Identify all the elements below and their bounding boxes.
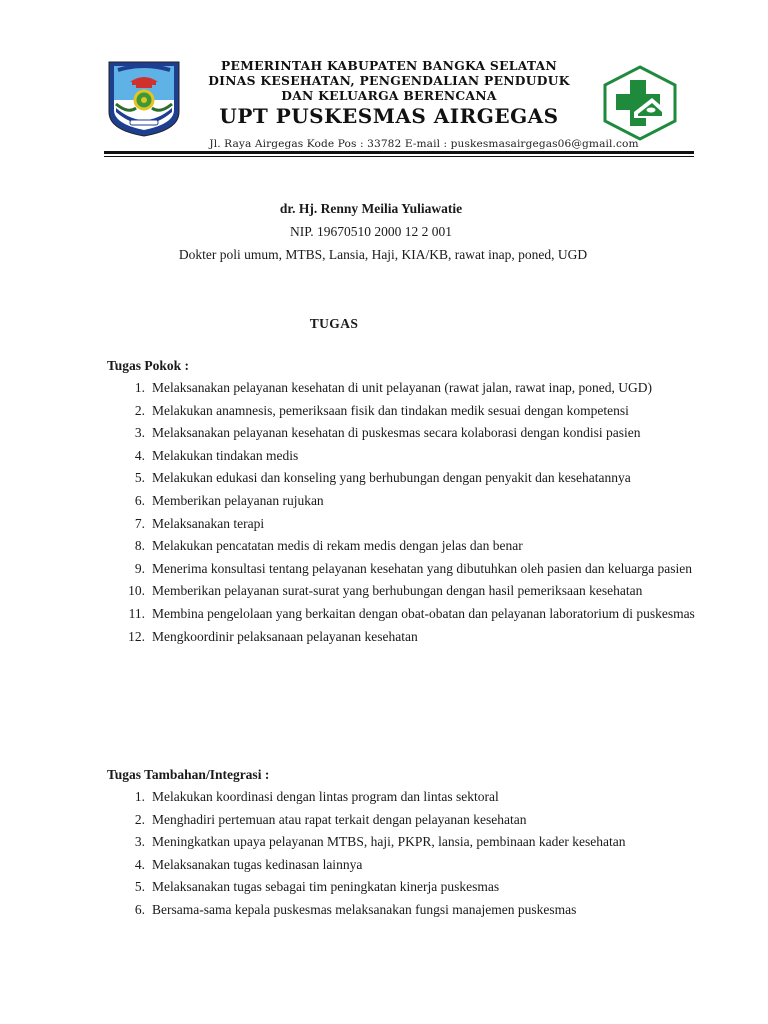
letterhead-agency-line: DINAS KESEHATAN, PENGENDALIAN PENDUDUK (208, 73, 570, 88)
puskesmas-logo-icon (600, 64, 680, 142)
list-text: Memberikan pelayanan rujukan (152, 492, 324, 508)
tugas-tambahan-list (107, 786, 697, 922)
list-item (107, 558, 697, 581)
tugas-pokok-list (107, 377, 697, 648)
list-item (107, 809, 697, 832)
list-item (107, 377, 697, 400)
document-title-text: TUGAS (309, 316, 359, 331)
letterhead-text (184, 58, 594, 130)
list-text: Melaksanakan pelayanan kesehatan di puskesmas secara kolaborasi dengan kondisi pasien (152, 425, 641, 441)
list-item (107, 580, 697, 603)
list-text: Melaksanakan pelayanan kesehatan di unit pelayanan (rawat jalan, rawat inap, poned, UGD) (152, 380, 653, 395)
list-text: Melakukan pencatatan medis di rekam medis dengan jelas dan benar (152, 538, 523, 554)
list-number: 11. (128, 605, 145, 621)
document-title (0, 316, 768, 332)
list-item (107, 467, 697, 490)
letterhead-divider-thick (104, 151, 694, 154)
list-number: 1. (134, 380, 145, 395)
list-item (107, 445, 697, 468)
list-number: 7. (134, 515, 145, 531)
person-name-text: dr. Hj. Renny Meilia Yuliawatie (279, 201, 463, 216)
list-text: Meningkatkan upaya pelayanan MTBS, haji, PKPR, lansia, pembinaan kader kesehatan (152, 834, 626, 850)
tugas-tambahan-heading: Tugas Tambahan/Integrasi : (107, 767, 270, 782)
letterhead-address: Jl. Raya Airgegas Kode Pos : 33782 E-mail : puskesmasairgegas06@gmail.com (209, 138, 639, 150)
list-number: 4. (134, 856, 145, 872)
list-item (107, 899, 697, 922)
list-item (107, 490, 697, 513)
list-number: 8. (134, 538, 145, 554)
list-number: 3. (134, 425, 145, 441)
letterhead-agency-line-2: DAN KELUARGA BERENCANA (281, 88, 497, 103)
person-name (0, 201, 768, 217)
list-item (107, 854, 697, 877)
tugas-pokok-heading: Tugas Pokok : (107, 358, 190, 373)
list-text: Mengkoordinir pelaksanaan pelayanan kesehatan (152, 628, 418, 644)
list-item (107, 603, 697, 626)
list-number: 4. (134, 447, 145, 463)
person-role-text: Dokter poli umum, MTBS, Lansia, Haji, KIA/KB, rawat inap, poned, UGD (178, 247, 588, 262)
list-text: Melakukan anamnesis, pemeriksaan fisik dan tindakan medik sesuai dengan kompetensi (152, 402, 629, 418)
list-item (107, 626, 697, 649)
list-item (107, 400, 697, 423)
list-number: 2. (134, 811, 145, 827)
person-role (0, 247, 768, 263)
list-text: Bersama-sama kepala puskesmas melaksanakan fungsi manajemen puskesmas (152, 901, 577, 917)
list-text: Membina pengelolaan yang berkaitan dengan obat-obatan dan pelayanan laboratorium di puskesmas (152, 605, 695, 621)
list-text: Melakukan edukasi dan konseling yang berhubungan dengan penyakit dan kesehatannya (152, 470, 631, 486)
letterhead (104, 58, 694, 156)
list-text: Melaksanakan terapi (152, 515, 265, 531)
list-text: Memberikan pelayanan surat-surat yang berhubungan dengan hasil pemeriksaan kesehatan (152, 583, 643, 599)
list-number: 6. (134, 492, 145, 508)
list-number: 5. (134, 879, 145, 895)
list-number: 1. (134, 789, 145, 804)
list-number: 6. (134, 901, 145, 917)
list-number: 10. (128, 583, 145, 599)
letterhead-divider-thin (104, 156, 694, 157)
list-number: 12. (128, 628, 145, 644)
list-item (107, 535, 697, 558)
person-nip-text: NIP. 19670510 2000 12 2 001 (289, 224, 452, 239)
regency-emblem-icon (106, 60, 182, 138)
list-text: Menghadiri pertemuan atau rapat terkait dengan pelayanan kesehatan (152, 811, 527, 827)
list-number: 2. (134, 402, 145, 418)
list-number: 9. (134, 560, 145, 576)
list-text: Melaksanakan tugas sebagai tim peningkatan kinerja puskesmas (152, 879, 500, 895)
list-text: Melakukan tindakan medis (152, 447, 299, 463)
list-text: Melakukan koordinasi dengan lintas program dan lintas sektoral (152, 789, 499, 804)
list-item (107, 422, 697, 445)
list-item (107, 786, 697, 809)
list-number: 3. (134, 834, 145, 850)
list-item (107, 831, 697, 854)
list-number: 5. (134, 470, 145, 486)
list-text: Menerima konsultasi tentang pelayanan kesehatan yang dibutuhkan oleh pasien dan keluarga pasien (152, 560, 692, 576)
list-item (107, 876, 697, 899)
list-text: Melaksanakan tugas kedinasan lainnya (152, 856, 363, 872)
letterhead-title: UPT PUSKESMAS AIRGEGAS (219, 104, 559, 128)
letterhead-government-line: PEMERINTAH KABUPATEN BANGKA SELATAN (220, 58, 558, 73)
person-nip (0, 224, 768, 240)
list-item (107, 513, 697, 536)
